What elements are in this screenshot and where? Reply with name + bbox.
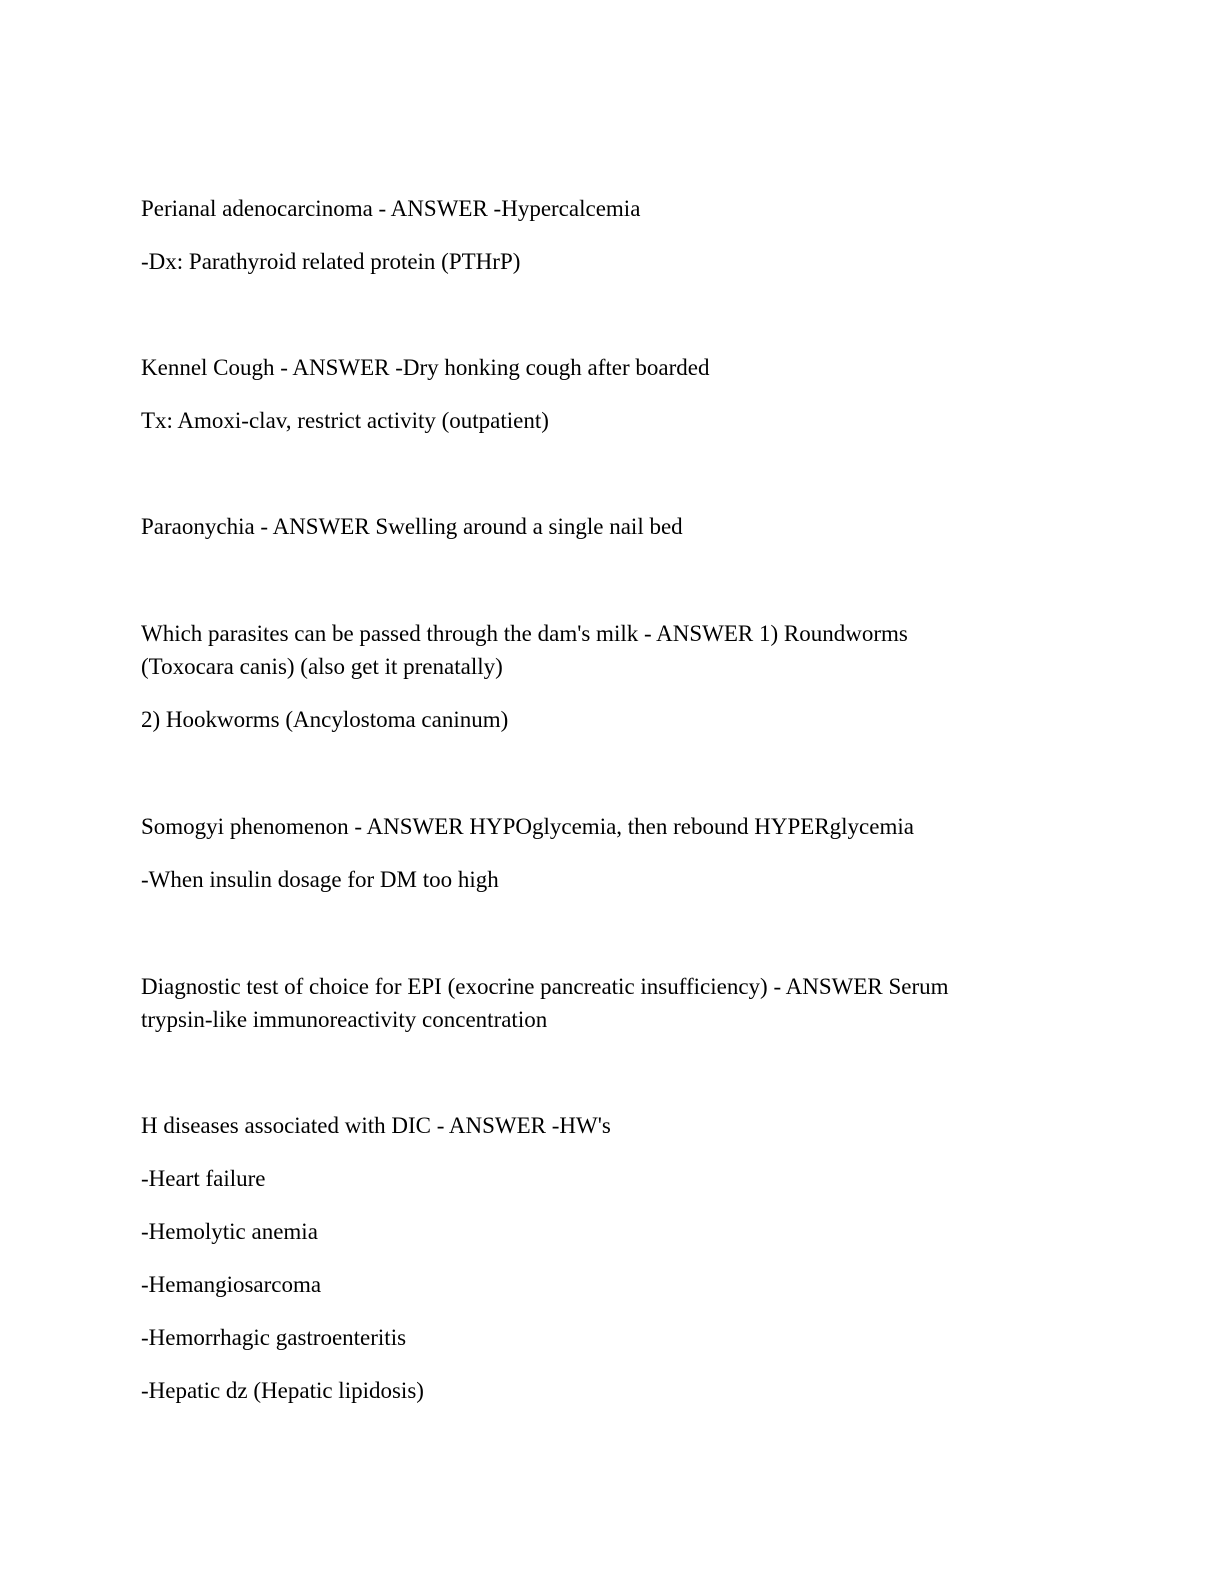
qa-question-line: Which parasites can be passed through the dam's milk - ANSWER 1) Roundworms [141, 621, 908, 646]
qa-answer-line: -Hemorrhagic gastroenteritis [141, 1325, 407, 1350]
qa-question-line: Kennel Cough - ANSWER -Dry honking cough after boarded [141, 355, 710, 380]
qa-answer-line: -When insulin dosage for DM too high [141, 867, 499, 892]
qa-question-line: Paraonychia - ANSWER Swelling around a single nail bed [141, 514, 683, 539]
qa-answer-line: -Hemolytic anemia [141, 1219, 318, 1244]
qa-question-line: Diagnostic test of choice for EPI (exocrine pancreatic insufficiency) - ANSWER Serum [141, 974, 949, 999]
qa-question-line: Somogyi phenomenon - ANSWER HYPOglycemia, then rebound HYPERglycemia [141, 814, 914, 839]
qa-question-line: Perianal adenocarcinoma - ANSWER -Hypercalcemia [141, 196, 641, 221]
qa-answer-line: -Hepatic dz (Hepatic lipidosis) [141, 1378, 424, 1403]
qa-continuation-line: (Toxocara canis) (also get it prenatally) [141, 654, 503, 679]
qa-continuation-line: trypsin-like immunoreactivity concentration [141, 1007, 548, 1032]
qa-answer-line: Tx: Amoxi-clav, restrict activity (outpatient) [141, 408, 549, 433]
qa-question-line: H diseases associated with DIC - ANSWER -HW's [141, 1113, 611, 1138]
qa-answer-line: -Dx: Parathyroid related protein (PTHrP) [141, 249, 521, 274]
qa-answer-line: -Heart failure [141, 1166, 266, 1191]
qa-answer-line: 2) Hookworms (Ancylostoma caninum) [141, 707, 509, 732]
qa-answer-line: -Hemangiosarcoma [141, 1272, 322, 1297]
